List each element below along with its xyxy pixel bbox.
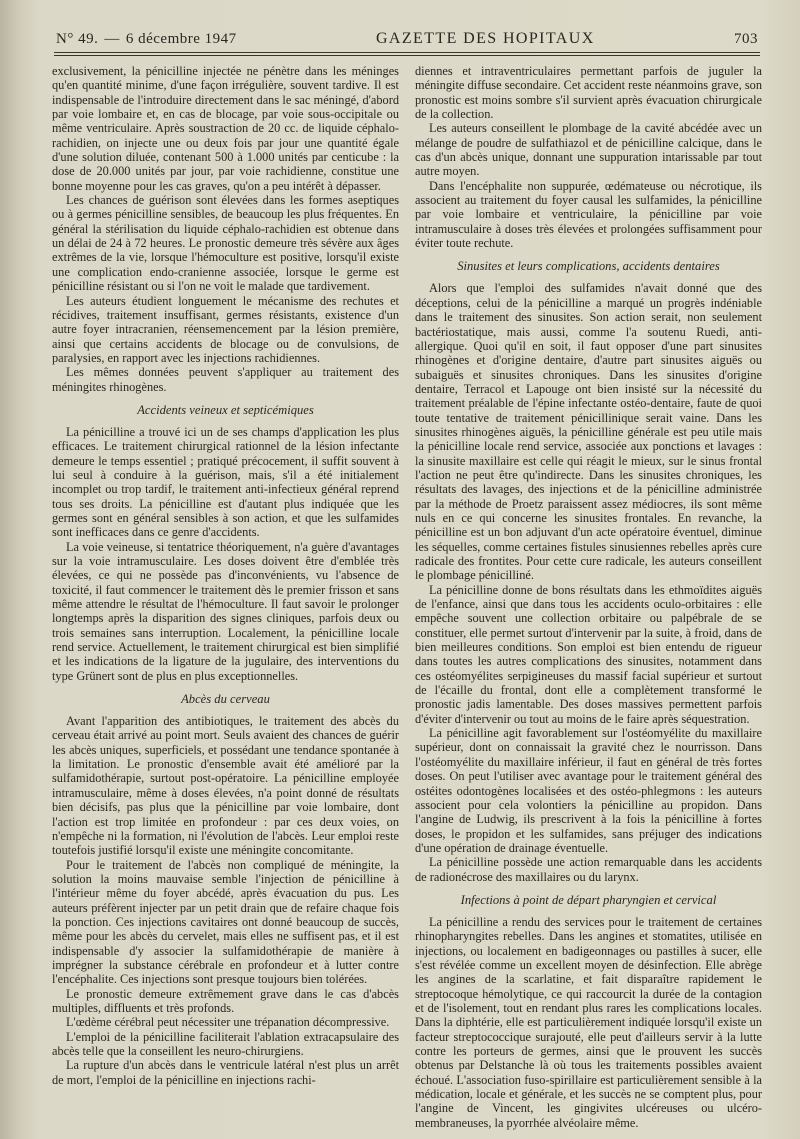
paragraph: Les auteurs étudient longuement le mécanisme des rechutes et récidives, traitement insuffisant, germes résistants, existence d'un autre foyer intracranien, réensemencement par la lésion première, ainsi que certains accidents de blocage ou de convulsions, de paralysies, en rapport avec les injections rachidiennes. — [52, 293, 399, 365]
issue-info — [56, 31, 237, 48]
paragraph: Les chances de guérison sont élevées dans les formes aseptiques ou à germes pénicilline sensibles, de beaucoup les plus fréquentes. En général la stérilisation du liquide céphalo-rachidien est obtenue dans un délai de 24 à 72 heures. Le pronostic demeure très sévère aux âges extrêmes de la vie, lorsque l'hémoculture est positive, lorsqu'il existe une complication endo-cranienne associée, lorsque le germe est pénicilline résistant ou si l'on ne voit le malade que tardivement. — [52, 193, 399, 294]
paragraph: La rupture d'un abcès dans le ventricule latéral n'est plus un arrêt de mort, l'emploi de la pénicilline en injections rachi- — [52, 1058, 399, 1087]
issue-date: 6 décembre 1947 — [125, 31, 237, 47]
section-heading: Infections à point de départ pharyngien et cervical — [460, 892, 717, 907]
journal-title: GAZETTE DES HOPITAUX — [375, 30, 595, 47]
paragraph: La pénicilline agit favorablement sur l'ostéomyélite du maxillaire supérieur, dont on connaissait la gravité chez le nourrisson. Dans l'ostéomyélite du maxillaire inférieur, il faut en général de très fortes doses. On peut l'utiliser avec avantage pour le traitement général des ostéites odontogènes localisées et des ostéo-phlegmons : les auteurs associent pour cela volontiers la pénicilline au propidon. Dans l'angine de Ludwig, ils prescrivent à la fois la pénicilline à fortes doses, le propidon et les sulfamides, sans préjuger des indications d'une opération de drainage éventuelle. — [415, 726, 762, 855]
paragraph: L'œdème cérébral peut nécessiter une trépanation décompressive. — [66, 1015, 390, 1030]
paragraph: La voie veineuse, si tentatrice théoriquement, n'a guère d'avantages sur la voie intramusculaire. Les doses doivent être d'emblée très élevées, ce qui ne possède pas d'inconvénients, vu l'absence de toxicité, il faut commencer le traitement dès le premier frisson et sans même attendre le résultat de l'hémoculture. Il faut savoir le prolonger longtemps après la disparition des signes cliniques, parfois deux ou trois semaines sans interruption. Localement, la pénicilline locale rend service. Actuellement, le traitement chirurgical est bien simplifié et les indications de la ligature de la jugulaire, des interventions du type Grünert sont de plus en plus exceptionnelles. — [52, 539, 399, 683]
header-rule — [54, 52, 760, 53]
paragraph: Alors que l'emploi des sulfamides n'avait donné que des déceptions, celui de la pénicilline a marqué un progrès indéniable dans le traitement des sinusites. Son action serait, non seulement bactériostatique, mais aussi, comme l'a soutenu Ruedi, anti-allergique. Quoi qu'il en soit, il faut opposer d'une part sinusites rhinogènes et d'origine dentaire, d'autre part sinusites aiguës ou subaiguës et sinusites chroniques. Dans les sinusites d'origine dentaire, Terracol et Lapouge ont bien insisté sur la nécessité du traitement préalable de l'épine infectante ostéo-dentaire, faute de quoi toute tentative de traitement pénicillinique serait vaine. Dans les sinusites rhinogènes aiguës, la pénicilline générale est peu utile mais la pénicilline locale rend service, associée aux ponctions et lavages : la sinusite maxillaire est celle qui réagit le mieux, sur le sinus frontal l'action ne peut être qu'indirecte. Dans les sinusites chroniques, les résultats des lavages, des injections et de la pénicilline administrée par la méthode de Proetz paraissent assez médiocres, ils sont même nuls en ce qui concerne les sinusites frontales. En revanche, la pénicilline est un bon adjuvant d'un acte opératoire éventuel, diminue les séquelles, comme certaines fistules sinusiennes rebelles après cure radicale des frontites. Pour cette cure radicale, les auteurs conseillent le plombage pénicilliné. — [415, 281, 762, 583]
paragraph: diennes et intraventriculaires permettant parfois de juguler la méningite diffuse secondaire. Cet accident reste néanmoins grave, son pronostic est moins sombre s'il survient après évacuation chirurgicale de la collection. — [415, 64, 762, 122]
header-dash: — — [104, 31, 120, 47]
paragraph: L'emploi de la pénicilline faciliterait l'ablation extracapsulaire des abcès telle que la conseillent les neuro-chirurgiens. — [52, 1029, 399, 1058]
paragraph: La pénicilline possède une action remarquable dans les accidents de radionécrose des maxillaires ou du larynx. — [415, 855, 762, 884]
paragraph: Dans l'encéphalite non suppurée, œdémateuse ou nécrotique, ils associent au traitement du foyer causal les sulfamides, la pénicilline par voie lombaire et ventriculaire, la pénicilline par voie intramusculaire à doses très élevées et prolongées suffisamment pour éviter toute rechute. — [415, 178, 762, 251]
section-heading: Abcès du cerveau — [181, 692, 270, 707]
paragraph: Pour le traitement de l'abcès non compliqué de méningite, la solution la moins mauvaise semble l'injection de pénicilline à l'intérieur même du foyer abcédé, après évacuation du pus. Les auteurs préfèrent injecter par un petit drain que de refaire chaque fois la ponction. Ces injections cavitaires ont donné beaucoup de succès, même pour les abcès du cervelet, mais elles ne suffisent pas, et il est indispensable d'y associer la sulfamidothérapie de manière à imprégner la substance cérébrale en profondeur et à lutter contre l'encéphalite. Ces injections sont presque toujours bien tolérées. — [52, 857, 399, 987]
section-heading: Accidents veineux et septicémiques — [137, 402, 314, 417]
header-rule-thin — [54, 55, 760, 56]
paragraph: La pénicilline a trouvé ici un de ses champs d'application les plus efficaces. Le traitement chirurgical rationnel de la lésion infectante demeure le temps essentiel ; pratiqué précocement, il suffit souvent à lui seul à conduire à la guérison, mais, s'il a été initialement incomplet ou trop tardif, le traitement anti-infectieux général reprend tous ses droits. La pénicilline est d'autant plus indiquée que les germes sont en général sensibles à son action, et que les sulfamides sont inefficaces dans ce genre d'accidents. — [52, 424, 399, 540]
paragraph: exclusivement, la pénicilline injectée ne pénètre dans les méninges qu'en quantité minime, d'une façon irrégulière, souvent tardive. Il est indispensable de l'introduire directement dans le sac méningé, d'abord par voie lombaire et, en cas de blocage, par voie sous-occipitale ou même ventriculaire. Après soustraction de 20 cc. de liquide céphalo-rachidien, on injecte une ou deux fois par jour une quantité égale d'une solution diluée, contenant 500 à 1.000 unités par centicube : la dose de 20.000 unités par jour, par voie rachidienne, constitue une bonne moyenne pour les cas graves, qu'on a peu intérêt à dépasser. — [52, 64, 399, 193]
paragraph: Les mêmes données peuvent s'appliquer au traitement des méningites rhinogènes. — [52, 365, 399, 394]
right-column — [415, 64, 762, 1130]
page-header — [52, 30, 762, 52]
paragraph: Les auteurs conseillent le plombage de la cavité abcédée avec un mélange de poudre de sulfathiazol et de pénicilline calcique, dans le cas d'un abcès unique, donnant une suppuration intarissable par tout autre moyen. — [415, 121, 762, 179]
paragraph: Avant l'apparition des antibiotiques, le traitement des abcès du cerveau était arrivé au point mort. Seuls avaient des chances de guérir les abcès uniques, superficiels, et possédant une tendance spontanée à la limitation. Le pronostic d'ensemble avait été amélioré par la sulfamidothérapie, surtout post-opératoire. La pénicilline employée intramusculaire, même à doses élevées, n'a point donné de résultats bien décisifs, pas plus que la pénicilline par voie lombaire, dont l'action est trop limitée en profondeur : par ces deux voies, on n'empêche ni la formation, ni l'évolution de l'abcès. Leur emploi reste toutefois justifié lorsqu'il existe une méningite concomitante. — [52, 714, 399, 858]
paragraph: La pénicilline donne de bons résultats dans les ethmoïdites aiguës de l'enfance, ainsi que dans tous les accidents oculo-orbitaires : elle empêche souvent une collection orbitaire ou palpébrale de se constituer, elle permet surtout d'intervenir par la suite, à froid, dans de bien meilleures conditions. Son emploi est bien entendu de rigueur dans toutes les autres complications des sinusites, notamment dans ces ostéomyélites serpigineuses du massif facial supérieur et surtout de l'écaille du frontal, dont elle a complètement transformé le pronostic jadis lamentable. Des doses massives permettent parfois d'éviter d'intervenir ou tout au moins de le faire après séquestration. — [415, 582, 762, 726]
page-number: 703 — [734, 31, 758, 47]
left-column — [52, 64, 399, 1130]
issue-number: N° 49. — [56, 31, 99, 47]
paragraph: Le pronostic demeure extrêmement grave dans le cas d'abcès multiples, diffluents et très profonds. — [52, 986, 399, 1015]
section-heading: Sinusites et leurs complications, accidents dentaires — [457, 259, 720, 274]
paragraph: La pénicilline a rendu des services pour le traitement de certaines rhinopharyngites rebelles. Dans les angines et stomatites, utilisée en injections, ou localement en badigeonnages ou pastilles à sucer, elle s'est révélée comme un excellent moyen de désinfection. Elle abrège les angines de la scarlatine, et fait disparaître rapidement le streptocoque hémolytique, ce qui raccourcit la durée de la contagion et de l'isolement, tout en rendant plus rares les complications locales. Dans la diphtérie, elle est particulièrement indiquée lorsqu'il existe un facteur streptococcique surajouté, elle peut d'ailleurs servir à la lutte contre les porteurs de germes, ainsi que le prouvent les succès obtenus par Delstanche là où tous les traitements possibles avaient échoué. L'association fuso-spirillaire est particulièrement sensible à la médication, locale et générale, et les succès ne se comptent plus, pour l'angine de Vincent, les gingivites ulcéreuses ou ulcéro-membraneuses, la pyorrhée alvéolaire même. — [415, 914, 762, 1130]
article-body — [52, 64, 762, 1130]
